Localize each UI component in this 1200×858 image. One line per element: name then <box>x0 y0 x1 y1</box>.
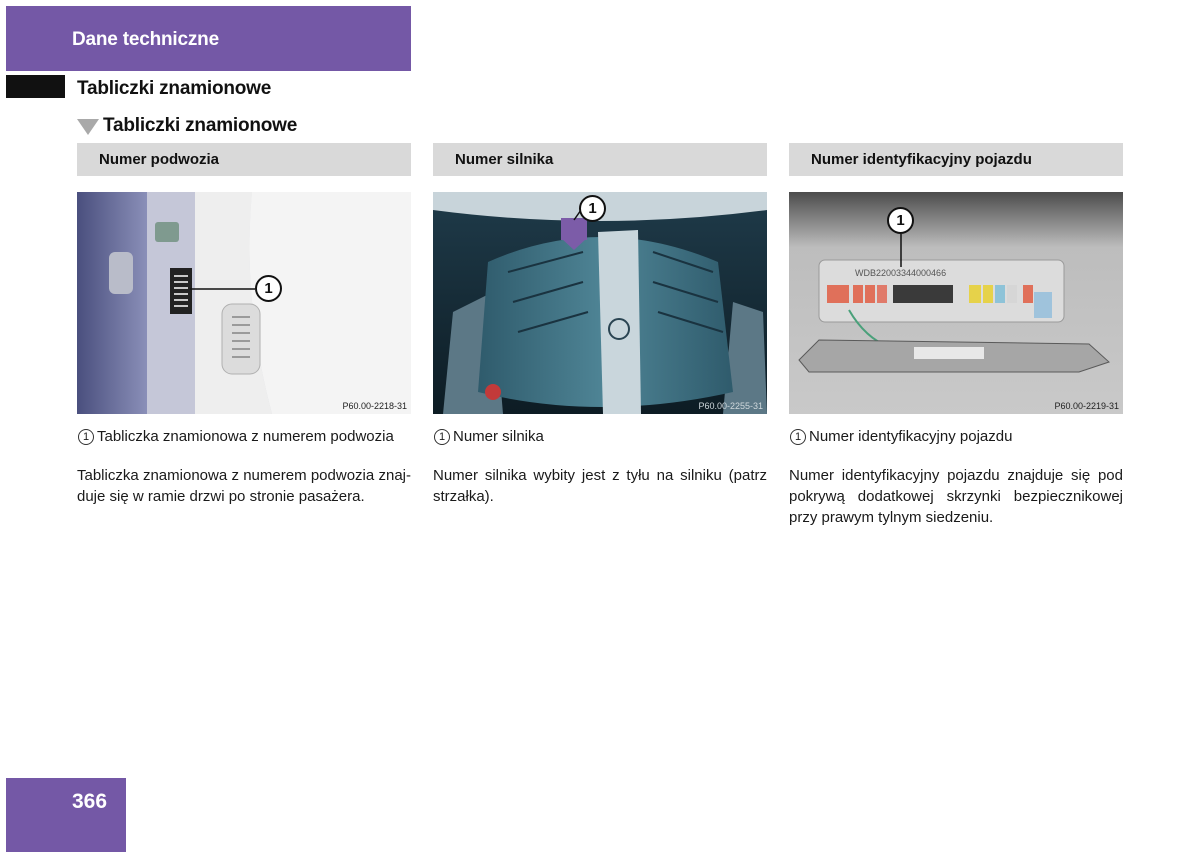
body-text: Numer identyfikacyjny pojazdu znajduje się pod pokrywą dodatkowej skrzynki bezpiecznikowej przy prawym tylnym siedzeniu. <box>789 467 1123 526</box>
fuse-box-figure <box>789 192 1123 414</box>
engine-number-column <box>433 143 767 507</box>
body-text: Tabliczka znamionowa z numerem podwozia znaj-duje się w ramie drzwi po stronie pasażera. <box>77 467 411 505</box>
section-title: Tabliczki znamionowe <box>77 78 272 99</box>
callout-1: 1 <box>579 195 606 222</box>
engine-figure <box>433 192 767 414</box>
callout-1: 1 <box>887 207 914 234</box>
caption-number-icon: 1 <box>790 429 806 445</box>
figure-code: P60.00-2255-31 <box>698 401 763 411</box>
vin-stamp: WDB22003344000466 <box>855 268 947 278</box>
chapter-title: Dane techniczne <box>72 29 219 50</box>
caption-text: Tabliczka znamionowa z numerem podwozia <box>97 428 394 445</box>
column-header: Numer identyfikacyjny pojazdu <box>789 143 1123 176</box>
page-number-box <box>6 778 126 852</box>
column-header: Numer podwozia <box>77 143 411 176</box>
chassis-plate-figure <box>77 192 411 414</box>
caption-number-icon: 1 <box>78 429 94 445</box>
body-text: Numer silnika wybity jest z tyłu na silniku (patrz strzałka). <box>433 467 767 505</box>
caption-text: Numer identyfikacyjny pojazdu <box>809 428 1013 445</box>
figure-caption <box>77 428 411 445</box>
section-marker <box>6 75 65 98</box>
page-number: 366 <box>72 790 108 813</box>
figure-code: P60.00-2218-31 <box>342 401 407 411</box>
caption-number-icon: 1 <box>434 429 450 445</box>
vin-column <box>789 143 1123 528</box>
triangle-down-icon <box>77 119 99 135</box>
figure-caption <box>433 428 767 445</box>
figure-code: P60.00-2219-31 <box>1054 401 1119 411</box>
column-header: Numer silnika <box>433 143 767 176</box>
figure-caption <box>789 428 1123 445</box>
subsection-heading <box>77 114 297 138</box>
chassis-number-column <box>77 143 411 507</box>
caption-text: Numer silnika <box>453 428 544 445</box>
subsection-title: Tabliczki znamionowe <box>103 115 298 136</box>
callout-1: 1 <box>255 275 282 302</box>
